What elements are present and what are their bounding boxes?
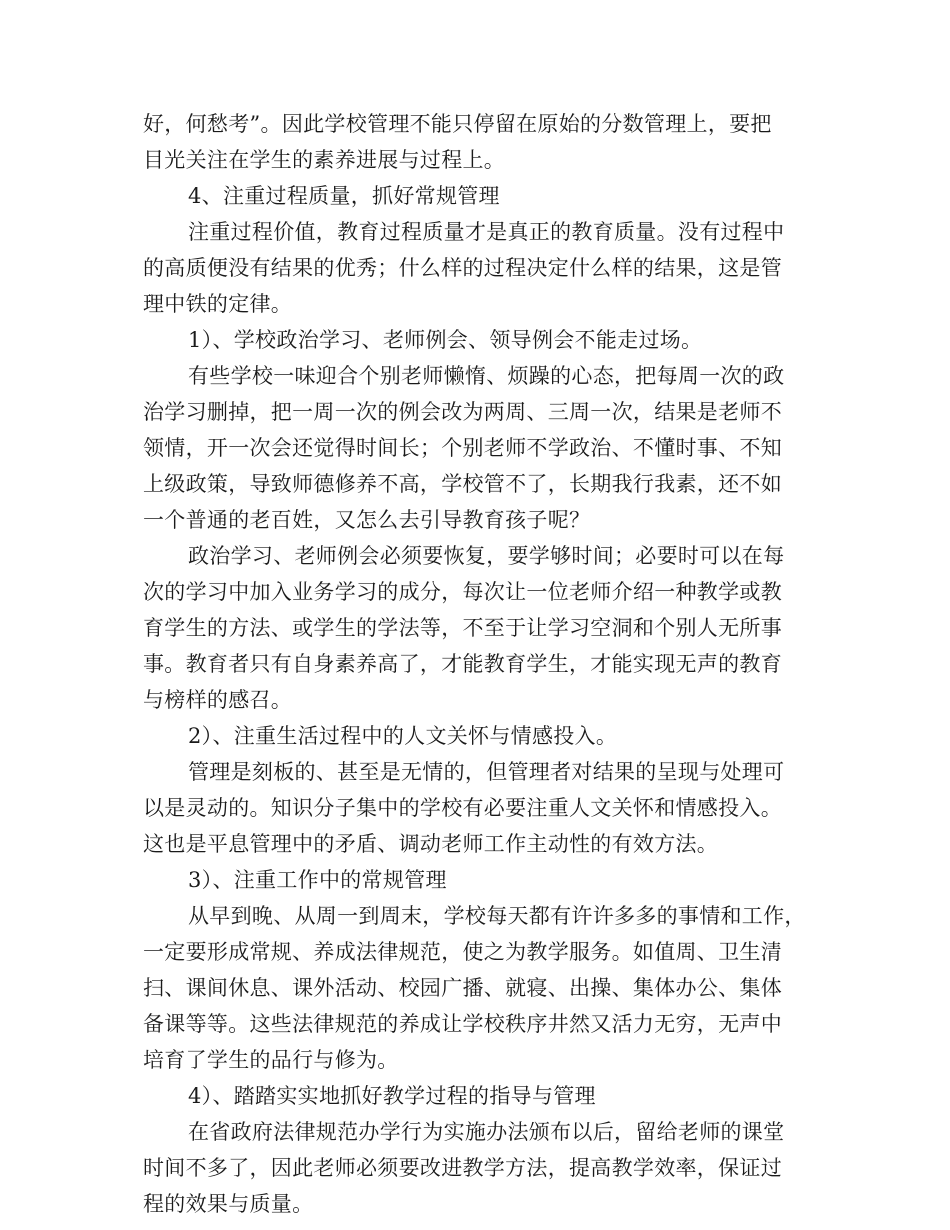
text-line: 理中铁的定律。 <box>143 292 293 316</box>
text-line: 事。教育者只有自身素养高了，才能教育学生，才能实现无声的教育 <box>143 652 782 676</box>
text-line: 管理是刻板的、甚至是无情的，但管理者对结果的呈现与处理可 <box>188 760 785 784</box>
text-line: 育学生的方法、或学生的学法等，不至于让学习空洞和个别人无所事 <box>143 616 782 640</box>
text-line: 目光关注在学生的素养进展与过程上。 <box>143 148 506 172</box>
section-heading: 4、注重过程质量，抓好常规管理 <box>188 184 500 208</box>
body-text <box>143 106 813 1222</box>
text-line: 的高质便没有结果的优秀；什么样的过程决定什么样的结果，这是管 <box>143 256 782 280</box>
text-line: 上级政策，导致师德修养不高，学校管不了，长期我行我素，还不如 <box>143 472 782 496</box>
text-line: 治学习删掉，把一周一次的例会改为两周、三周一次，结果是老师不 <box>143 400 782 424</box>
text-line: 扫、课间休息、课外活动、校园广播、就寝、出操、集体办公、集体 <box>143 976 782 1000</box>
text-line: 一定要形成常规、养成法律规范，使之为教学服务。如值周、卫生清 <box>143 940 782 964</box>
subsection-heading: 3）、注重工作中的常规管理 <box>188 868 447 892</box>
text-line: 次的学习中加入业务学习的成分，每次让一位老师介绍一种教学或教 <box>143 580 782 604</box>
text-line: 好，何愁考”。因此学校管理不能只停留在原始的分数管理上，要把 <box>143 112 772 136</box>
text-line: 程的效果与质量。 <box>143 1192 314 1216</box>
subsection-heading: 4）、踏踏实实地抓好教学过程的指导与管理 <box>188 1084 596 1108</box>
text-line: 与榜样的感召。 <box>143 688 293 712</box>
text-line: 一个普通的老百姓，又怎么去引导教育孩子呢？ <box>143 508 591 532</box>
text-line: 这也是平息管理中的矛盾、调动老师工作主动性的有效方法。 <box>143 832 719 856</box>
text-line: 从早到晚、从周一到周末，学校每天都有许许多多的事情和工作， <box>188 904 806 928</box>
text-line: 政治学习、老师例会必须要恢复，要学够时间；必要时可以在每 <box>188 544 785 568</box>
subsection-heading: 1）、学校政治学习、老师例会、领导例会不能走过场。 <box>188 328 703 352</box>
text-line: 在省政府法律规范办学行为实施办法颁布以后，留给老师的课堂 <box>188 1120 785 1144</box>
text-line: 时间不多了，因此老师必须要改进教学方法，提高教学效率，保证过 <box>143 1156 782 1180</box>
text-line: 备课等等。这些法律规范的养成让学校秩序井然又活力无穷，无声中 <box>143 1012 782 1036</box>
text-line: 培育了学生的品行与修为。 <box>143 1048 399 1072</box>
text-line: 注重过程价值，教育过程质量才是真正的教育质量。没有过程中 <box>188 220 785 244</box>
text-line: 领情，开一次会还觉得时间长；个别老师不学政治、不懂时事、不知 <box>143 436 782 460</box>
text-line: 以是灵动的。知识分子集中的学校有必要注重人文关怀和情感投入。 <box>143 796 782 820</box>
subsection-heading: 2）、注重生活过程中的人文关怀与情感投入。 <box>188 724 618 748</box>
text-line: 有些学校一味迎合个别老师懒惰、烦躁的心态，把每周一次的政 <box>188 364 785 388</box>
